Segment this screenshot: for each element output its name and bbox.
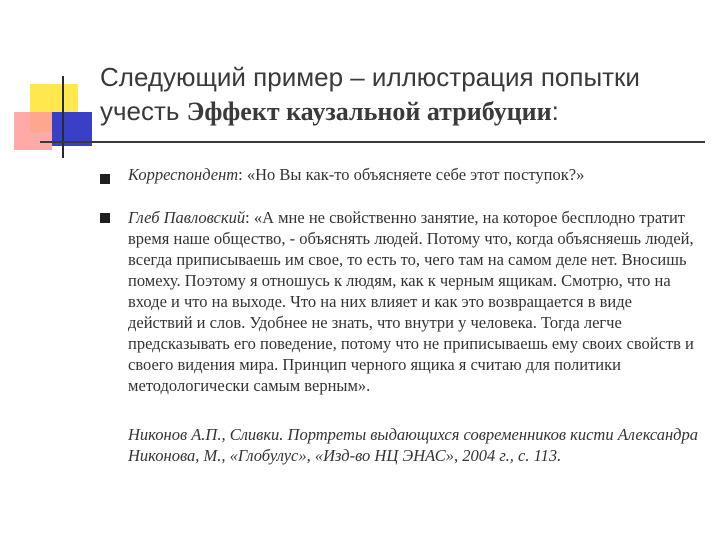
bullet-text: : «Но Вы как-то объясняете себе этот поступок?» — [238, 165, 585, 184]
title-emphasis: Эффект каузальной атрибуции — [186, 97, 552, 126]
title-underline — [40, 141, 705, 143]
title-text: Следующий пример – иллюстрация попытки учесть — [100, 62, 640, 126]
title-colon: : — [551, 96, 559, 126]
bullet-text: : «А мне не свойственно занятие, на которое бесплодно тратит время наше общество, - объяснять людей. Потому что, когда объясняешь людей, всегда приписываешь им свое, то есть то, чего там на самом деле нет. Вносишь помеху. Поэтому я отношусь к людям, как к черным ящикам. Смотрю, что на входе и что на выходе. Что на них влияет и как это возвращается в виде действий и слов. Удобнее не знать, что внутри у человека. Тогда легче предсказывать его поведение, потому что не приписываешь ему своих свойств и своего видения мира. Принцип черного ящика я считаю для политики методологически самым верным». — [128, 208, 694, 395]
bullet-icon — [100, 213, 110, 223]
bullet-item-pavlovsky — [128, 207, 698, 396]
bullet-icon — [100, 174, 110, 184]
speaker-name: Корреспондент — [128, 165, 239, 184]
decorative-vertical-line — [62, 76, 64, 158]
slide-title — [100, 60, 700, 129]
bullet-item-correspondent — [128, 164, 698, 185]
citation: Никонов А.П., Сливки. Портреты выдающихся современников кисти Александра Никонова, М., «Глобулус», «Изд-во НЦ ЭНАС», 2004 г., с. 113. — [128, 425, 698, 465]
speaker-name: Глеб Павловский — [128, 208, 246, 227]
decorative-red-square — [14, 112, 52, 150]
